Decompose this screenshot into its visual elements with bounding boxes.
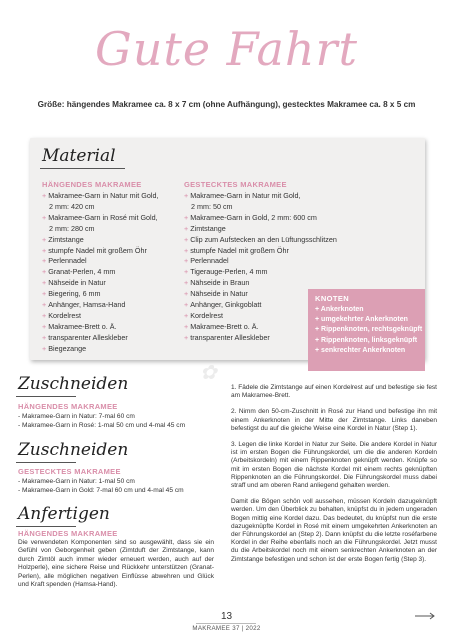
material-item (184, 278, 354, 289)
material-item (42, 333, 192, 344)
bullet-icon: + (42, 310, 47, 320)
knoten-item (315, 336, 418, 346)
sub-heading: GESTECKTES MAKRAMEE (18, 467, 121, 476)
divider (16, 396, 76, 397)
knoten-item-text: umgekehrter Ankerknoten (321, 316, 408, 324)
column-heading: GESTECKTES MAKRAMEE (184, 180, 287, 189)
knoten-item (315, 305, 418, 315)
bullet-icon: + (42, 234, 47, 244)
bullet-icon: + (315, 306, 321, 313)
bullet-icon: + (184, 212, 189, 222)
intro-paragraph: Die verwendeten Komponenten sind so ausgewählt, dass sie ein Gefühl von Geborgenheit geben (Zimtduft der Zimtstange, kann durch Zimtöl auch immer wieder erneuert werden, auch auf der Holzperle), eine sichere Reise und Rückkehr unterstützen (Granat-Perlen), alle möglichen negativen Einflüsse abwehren und Glück und Kraft spenden (Hamsa-Hand). (18, 539, 214, 589)
sub-heading: HÄNGENDES MAKRAMEE (18, 529, 118, 538)
material-item (42, 256, 192, 267)
material-item (184, 213, 354, 224)
material-item (184, 235, 354, 246)
page-number: 13 (220, 611, 233, 622)
material-item (42, 224, 192, 235)
bullet-icon: + (42, 256, 47, 266)
steps-column (231, 384, 437, 572)
material-item-text: Makramee-Garn in Natur mit Gold, (48, 191, 159, 200)
knoten-heading: KNOTEN (315, 294, 350, 303)
material-item (42, 278, 192, 289)
knoten-item-text: senkrechter Ankerknoten (321, 346, 406, 354)
material-item-text: Granat-Perlen, 4 mm (48, 267, 116, 277)
knoten-box (308, 289, 425, 371)
bullet-icon: + (315, 336, 322, 344)
material-item-text: Perlennadel (190, 256, 229, 266)
bullet-icon: + (42, 332, 47, 342)
bullet-icon: + (42, 289, 47, 299)
material-item-text: Perlennadel (48, 256, 87, 266)
cut-line: - Makramee-Garn in Natur: 1-mal 50 cm (18, 478, 135, 485)
material-item-text: Nähseide in Braun (190, 278, 250, 288)
bullet-icon: + (42, 212, 47, 222)
material-item-text: Biegering, 6 mm (48, 289, 101, 299)
anfertigen-heading: Anfertigen (18, 504, 110, 524)
bullet-icon: + (184, 245, 189, 255)
size-info: Größe: hängendes Makramee ca. 8 x 7 cm (ohne Aufhängung), gestecktes Makramee ca. 8 x 5 cm (37, 100, 416, 109)
bullet-icon: + (315, 326, 322, 334)
material-item-text: Makramee-Brett o. Ä. (190, 321, 259, 331)
material-item-text: Kordelrest (48, 310, 81, 320)
material-item (42, 235, 192, 246)
bullet-icon: + (184, 278, 189, 288)
cut-line: - Makramee-Garn in Rosé: 1-mal 50 cm und 4-mal 45 cm (18, 422, 186, 429)
material-item-text: Makramee-Garn in Gold, 2 mm: 600 cm (190, 212, 317, 222)
material-item-text: transparenter Alleskleber (48, 332, 128, 342)
bullet-icon: + (315, 346, 322, 354)
knoten-item (315, 346, 418, 356)
step-paragraph: 2. Nimm den 50-cm-Zuschnitt in Rosé zur Hand und befestige ihn mit einem Ankerknoten in der Mitte der Zimtstange. Links daneben befestigst du auf die gleiche Weise eine Kordel in Natur (Step 1). (231, 408, 437, 432)
material-item-text: Makramee-Brett o. Ä. (48, 321, 117, 331)
knoten-item (315, 315, 418, 325)
material-item-text: Zimtstange (190, 223, 226, 233)
material-item-text: transparenter Alleskleber (190, 332, 270, 342)
material-item-text: Tigerauge-Perlen, 4 mm (190, 267, 268, 277)
bullet-icon: + (42, 343, 47, 353)
bullet-icon: + (42, 321, 47, 331)
cut-line: - Makramee-Garn in Natur: 7-mal 60 cm (18, 413, 135, 420)
page-title: Gute Fahrt (94, 22, 359, 76)
zuschneiden-heading-1: Zuschneiden (18, 374, 129, 394)
bullet-icon: + (315, 316, 322, 324)
material-item (42, 300, 192, 311)
material-item (42, 344, 192, 355)
divider (16, 462, 76, 463)
bullet-icon: + (184, 267, 189, 277)
bullet-icon: + (42, 278, 47, 288)
material-item-text: 2 mm: 420 cm (49, 201, 95, 211)
bullet-icon: + (42, 191, 47, 200)
material-item (42, 246, 192, 257)
bullet-icon: + (184, 223, 189, 233)
zuschneiden-heading-2: Zuschneiden (18, 440, 129, 460)
material-item-text: Makramee-Garn in Natur mit Gold, (190, 191, 301, 200)
material-item-text: Zimtstange (48, 234, 84, 244)
bullet-icon: + (184, 310, 189, 320)
sub-heading: HÄNGENDES MAKRAMEE (18, 402, 118, 411)
bullet-icon: + (184, 332, 189, 342)
divider (196, 623, 256, 624)
material-item-text: Nähseide in Natur (48, 278, 106, 288)
step-paragraph: Damit die Bögen schön voll aussehen, müssen Kordeln dazugeknüpft werden. Um den Überblick zu behalten, knüpfst du in jedem ungeraden Bogen mittig eine Kordel dazu. Das bedeutet, du knüpfst nun die erste dazugeknüpfte Kordel in Rosé mit einem umgekehrten Ankerknoten an der Führungskordel an (Step 2). Dann knüpfst du die letzte roséfarbene Kordel in der Reihe ebenfalls noch an die Führungskordel. Jetzt musst du die Arbeitskordel noch mit einem senkrechten Ankerknoten an der Zimtstange befestigen und schon ist der erste Bogen fertig (Step 3). (231, 498, 437, 563)
knoten-item-text: Rippenknoten, rechtsgeknüpft (321, 326, 423, 334)
material-item-text: Biegezange (48, 343, 87, 353)
material-item (184, 267, 354, 278)
next-page-arrow-icon[interactable] (414, 611, 436, 621)
column-heading: HÄNGENDES MAKRAMEE (42, 180, 142, 189)
step-paragraph: 3. Legen die linke Kordel in Natur zur Seite. Die andere Kordel in Natur ist im ersten Bogen die Führungskordel, um die die anderen Kordeln (Arbeitskordeln) mit einem Rippenknoten geknüpft werden. Knüpfe so mit im ersten Bogen die nächste Kordel mit einem rechts geknüpften Rippenknoten an die Führungskordel. Die Führungskordel muss dabei straff und am oberen Rand anliegend gehalten werden. (231, 441, 437, 490)
material-item (184, 256, 354, 267)
material-item (184, 191, 354, 202)
material-item (184, 202, 354, 213)
bullet-icon: + (184, 234, 189, 244)
material-item-text: stumpfe Nadel mit großem Öhr (190, 245, 289, 255)
material-item (184, 224, 354, 235)
cut-line: - Makramee-Garn in Gold: 7-mal 60 cm und 4-mal 45 cm (18, 487, 184, 494)
material-item-text: Anhänger, Ginkgoblatt (190, 300, 262, 310)
bullet-icon: + (42, 267, 47, 277)
bullet-icon: + (184, 300, 189, 310)
knoten-item-text: Ankerknoten (320, 306, 364, 313)
material-item-text: Kordelrest (190, 310, 223, 320)
bullet-icon: + (42, 245, 47, 255)
material-item (42, 289, 192, 300)
step-paragraph: 1. Fädele die Zimtstange auf einen Kordelrest auf und befestige sie fest am Makramee-Brett. (231, 384, 437, 400)
material-item (42, 267, 192, 278)
bullet-icon: + (184, 256, 189, 266)
material-item (42, 202, 192, 213)
material-item (42, 322, 192, 333)
bullet-icon: + (184, 321, 189, 331)
divider (16, 526, 76, 527)
bullet-icon: + (184, 289, 189, 299)
material-heading: Material (42, 146, 116, 166)
material-item-text: 2 mm: 50 cm (191, 201, 233, 211)
divider (40, 168, 125, 169)
material-item-text: Makramee-Garn in Rosé mit Gold, (48, 212, 158, 222)
knoten-item-text: Rippenknoten, linksgeknüpft (321, 336, 418, 344)
material-item-text: stumpfe Nadel mit großem Öhr (48, 245, 147, 255)
material-item (42, 213, 192, 224)
bullet-icon: + (184, 191, 189, 200)
material-item-text: Nähseide in Natur (190, 289, 248, 299)
bullet-icon: + (42, 300, 47, 310)
footer-text: MAKRAMEE 37 | 2022 (192, 625, 261, 632)
material-item-text: 2 mm: 280 cm (49, 223, 95, 233)
material-item (42, 191, 192, 202)
material-list-haengend (42, 180, 192, 355)
material-item (184, 246, 354, 257)
watermark-logo: ✿ (200, 360, 217, 384)
material-item-text: Anhänger, Hamsa-Hand (48, 300, 126, 310)
knoten-item (315, 325, 423, 335)
material-item (42, 311, 192, 322)
material-item-text: Clip zum Aufstecken an den Lüftungsschlitzen (190, 234, 337, 244)
